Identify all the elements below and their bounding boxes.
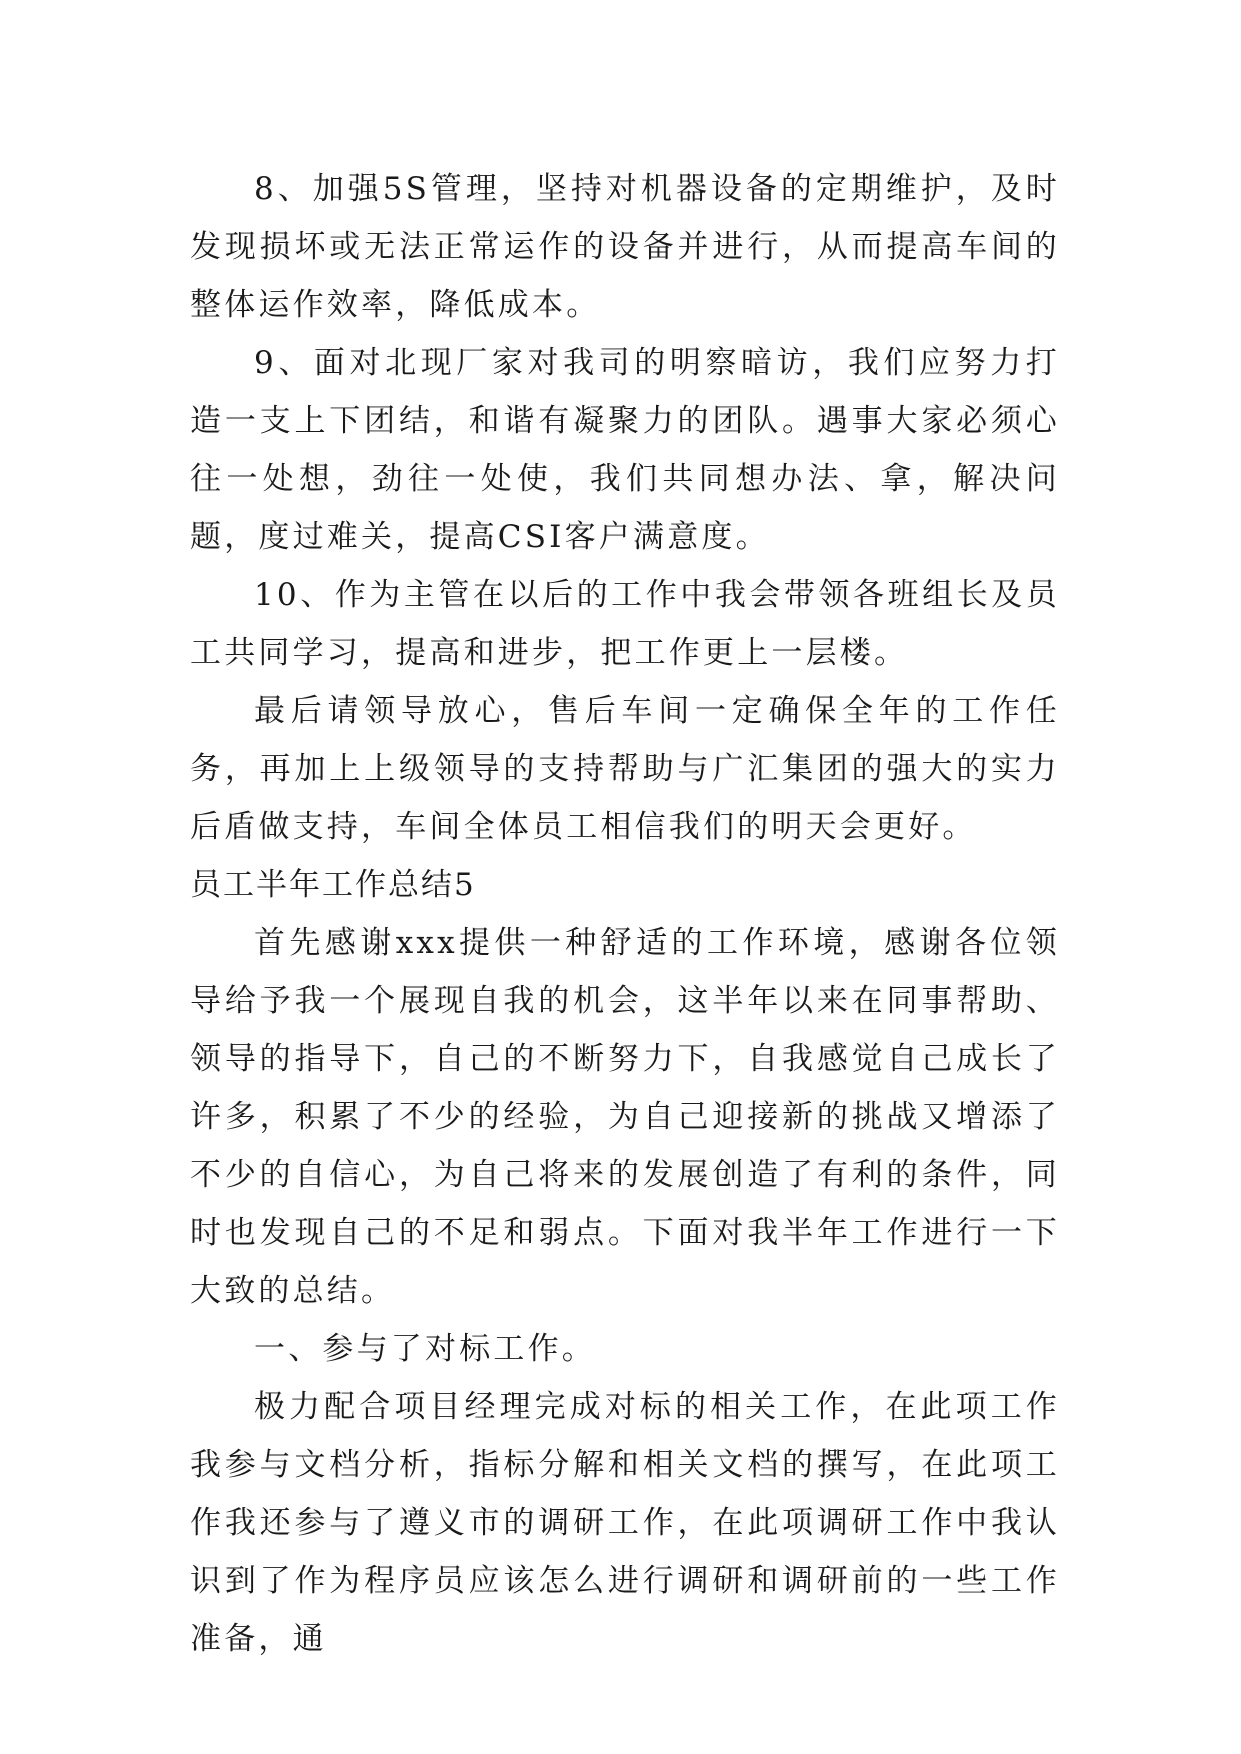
document-body: [190, 160, 1060, 1668]
paragraph-benchmark-work: 极力配合项目经理完成对标的相关工作，在此项工作我参与文档分析，指标分解和相关文档的撰写，在此项工作我还参与了遵义市的调研工作，在此项调研工作中我认识到了作为程序员应该怎么进行调研和调研前的一些工作准备，通: [190, 1389, 1060, 1657]
paragraph-closing: 最后请领导放心，售后车间一定确保全年的工作任务，再加上上级领导的支持帮助与广汇集团的强大的实力后盾做支持，车间全体员工相信我们的明天会更好。: [190, 693, 1060, 845]
paragraph-intro: 首先感谢xxx提供一种舒适的工作环境，感谢各位领导给予我一个展现自我的机会，这半年以来在同事帮助、领导的指导下，自己的不断努力下，自我感觉自己成长了许多，积累了不少的经验，为自己迎接新的挑战又增添了不少的自信心，为自己将来的发展创造了有利的条件，同时也发现自己的不足和弱点。下面对我半年工作进行一下大致的总结。: [190, 925, 1060, 1309]
paragraph-subheading: 一、参与了对标工作。: [254, 1331, 596, 1367]
paragraph-item-9: 9、面对北现厂家对我司的明察暗访，我们应努力打造一支上下团结，和谐有凝聚力的团队。遇事大家必须心往一处想，劲往一处使，我们共同想办法、拿，解决问题，度过难关，提高CSI客户满意度。: [190, 345, 1060, 555]
paragraph-item-10: 10、作为主管在以后的工作中我会带领各班组长及员工共同学习，提高和进步，把工作更上一层楼。: [190, 577, 1060, 671]
paragraph-item-8: 8、加强5S管理，坚持对机器设备的定期维护，及时发现损坏或无法正常运作的设备并进行，从而提高车间的整体运作效率，降低成本。: [190, 171, 1060, 323]
section-heading: 员工半年工作总结5: [190, 867, 476, 903]
